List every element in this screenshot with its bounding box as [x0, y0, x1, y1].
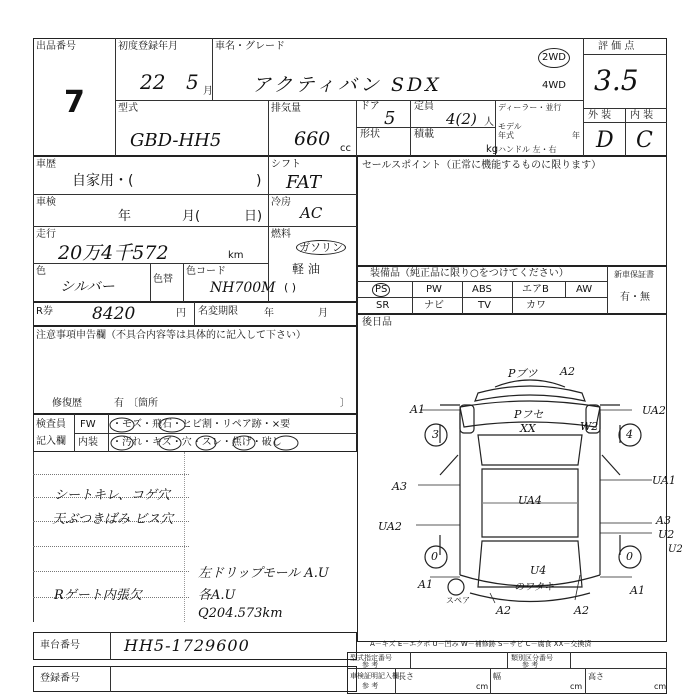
after-sale-label: 後日品 [362, 317, 392, 328]
fuel-paren: ( ) [284, 281, 297, 294]
recycle-row [33, 302, 357, 326]
note-right-3: Q204.573km [198, 606, 283, 621]
ac-label: 冷房 [271, 197, 291, 208]
registration-year: 22 [140, 70, 166, 94]
label-pbutsu: Pブツ [508, 367, 538, 380]
model-year-label: モデル年式 [498, 122, 522, 140]
label-a2-rear-r: A2 [574, 604, 589, 617]
width-unit: cm [570, 682, 583, 691]
fuel-label: 燃料 [271, 229, 291, 240]
shape-label: 形状 [360, 129, 380, 140]
height-unit: cm [654, 682, 667, 691]
label-a1-rr: A1 [630, 584, 645, 597]
wheel-fr: 4 [626, 428, 633, 441]
label-a2-rear-l: A2 [496, 604, 511, 617]
inspection-day: 日) [244, 209, 263, 224]
fuel-gasoline: ガソリン [296, 240, 346, 255]
note-right-2: 各A.U [198, 588, 236, 603]
registration-row [33, 666, 357, 692]
type-spec-ref: 参 考 [362, 661, 379, 669]
new-warranty-label: 新車保証書 [614, 270, 654, 279]
label-u4: U4 [530, 564, 547, 577]
person-unit: 人 [484, 117, 494, 128]
notice-label: 注意事項申告欄（不具合内容等は具体的に記入して下さい） [36, 330, 306, 341]
interior-insp-label: 内装 [78, 437, 98, 448]
label-a1-fl: A1 [410, 403, 425, 416]
fuel-diesel: 軽 油 [292, 262, 320, 276]
inspector-label: 検査員 [36, 419, 66, 430]
color-code-label: 色コード [186, 266, 226, 277]
type-spec-label: 型式指定番号 [350, 654, 392, 662]
width-label: 幅 [493, 672, 501, 681]
equip-ps: PS [372, 283, 390, 297]
label-spare: スペア [446, 596, 470, 605]
color-change-label: 色替 [153, 274, 173, 285]
category-ref: 参 考 [522, 661, 539, 669]
capacity-value: 4(2) [446, 110, 477, 128]
note-1: シートキレ、コゲ穴 [54, 488, 170, 503]
length-label: 長さ [398, 672, 414, 681]
lot-number: 7 [64, 85, 85, 120]
length-unit: cm [476, 682, 489, 691]
history-label: 車歴 [36, 159, 56, 170]
interior-options: ・汚れ・キズ・穴・スレ・焦げ・破し [112, 437, 282, 448]
repair-label: 修復歴 [52, 398, 82, 409]
color-value: シルバー [60, 279, 115, 295]
displacement-value: 660 [294, 128, 331, 150]
repair-place: 〔箇所 [128, 398, 158, 409]
color-label: 色 [36, 266, 46, 277]
capacity-label: 定員 [414, 101, 434, 112]
interior-label: 内 装 [630, 110, 654, 121]
shift-label: シフト [271, 159, 301, 170]
dealer-label: ディーラー・並行 [498, 103, 562, 112]
note-2: 天ぶつきばみ ビス穴 [52, 512, 174, 527]
label-u2-a: U2 [658, 528, 675, 541]
circle-kizu [159, 436, 181, 450]
name-change-label: 名変期限 [198, 306, 238, 317]
chassis-value: HH5-1729600 [124, 636, 250, 655]
kg-unit: kg [486, 144, 499, 155]
mileage-label: 走行 [36, 229, 56, 240]
height-label: 高さ [588, 672, 604, 681]
doors-label: ドア [360, 101, 380, 112]
circle-hiseki [159, 418, 185, 432]
recycle-value: 8420 [92, 304, 136, 324]
note-4: Rゲート内張欠 [54, 588, 142, 603]
chassis-label: 車台番号 [40, 640, 80, 651]
cert-ref: 参 考 [362, 682, 379, 690]
note-right-1: 左ドリップモール A.U [198, 566, 329, 581]
cert-label: 車検証明記入欄 [350, 672, 399, 680]
circle-ana [196, 436, 216, 450]
inspection-label: 車検 [36, 197, 56, 208]
circle-yogore [111, 436, 133, 450]
label-a1-rl: A1 [418, 578, 433, 591]
ac-value: AC [300, 204, 323, 222]
equip-aw: AW [576, 284, 593, 295]
car-name: アクティバン SDX [252, 74, 442, 96]
label-ua4: UA4 [518, 494, 542, 507]
first-registration-label: 初度登録年月 [118, 41, 178, 52]
load-label: 積載 [414, 129, 434, 140]
evaluation-score: 3.5 [594, 64, 639, 97]
repair-close: 〕 [340, 398, 350, 409]
label-pfuse: Pフセ [514, 408, 544, 421]
year-unit: 年 [572, 131, 580, 140]
inspector-entry-label: 記入欄 [36, 436, 66, 447]
car-name-label: 車名・グレード [215, 41, 285, 52]
repair-value: 有 [114, 398, 124, 409]
label-ua1: UA1 [652, 474, 676, 487]
equip-navi: ナビ [424, 300, 444, 311]
km-unit: km [228, 250, 244, 261]
doors-value: 5 [384, 108, 396, 129]
label-a2-roof: A2 [560, 365, 575, 378]
evaluation-label: 評 価 点 [598, 41, 635, 52]
circle-koge [274, 436, 298, 450]
color-code-value: NH700M [210, 280, 276, 296]
warranty-value: 有・無 [620, 292, 650, 303]
inspector-circles [108, 414, 358, 452]
label-a3-right: A3 [656, 514, 671, 527]
exterior-label: 外 装 [588, 110, 612, 121]
equip-leather: カワ [526, 300, 546, 311]
registration-month: 5 [186, 70, 199, 94]
yen-unit: 円 [176, 308, 186, 319]
equipment-label: 装備品（純正品に限り○をつけてください） [370, 268, 569, 279]
label-nowataki: のワタキ [514, 582, 554, 593]
recycle-label: R券 [36, 306, 53, 317]
interior-grade: C [636, 128, 653, 153]
equip-tv: TV [478, 300, 491, 311]
label-xx: XX [520, 422, 536, 435]
mileage-value: 20万4千572 [58, 242, 169, 264]
equip-pw: PW [426, 284, 442, 295]
name-change-month: 月 [318, 308, 328, 319]
label-w2: W2 [580, 420, 599, 433]
drive-2wd: 2WD [538, 48, 570, 68]
label-u2-b: U2 [668, 544, 683, 555]
model-value: GBD-HH5 [130, 130, 222, 151]
exterior-grade: D [596, 128, 614, 153]
equip-sr: SR [376, 300, 390, 311]
history-value: 自家用・( [72, 173, 134, 189]
lot-number-label: 出品番号 [36, 41, 76, 52]
damage-legend: A－キズ E－エクボ U－凹み W－補修跡 S－サビ C－腐食 XX－交換済 [370, 640, 592, 648]
inspection-year: 年 [118, 209, 132, 224]
cc-unit: cc [340, 143, 351, 154]
equip-airbag: エアB [522, 284, 549, 295]
wheel-rr: 0 [626, 550, 633, 563]
equip-abs: ABS [472, 284, 492, 295]
handle-label: ハンドル 左・右 [498, 145, 557, 154]
month-unit: 月 [203, 86, 213, 97]
label-ua2-left: UA2 [378, 520, 402, 533]
fw-label: FW [80, 419, 96, 430]
sales-point-frame [357, 156, 667, 266]
displacement-label: 排気量 [271, 103, 301, 114]
fw-options: ・モズ・飛石・ヒビ割・リペア跡・×要 [112, 419, 291, 430]
label-a3-left: A3 [392, 480, 407, 493]
category-label: 類別区分番号 [511, 654, 553, 662]
label-ua2-fr: UA2 [642, 404, 666, 417]
history-close: ) [256, 173, 262, 189]
circle-sure [233, 436, 255, 450]
drive-4wd: 4WD [542, 80, 566, 91]
inspection-month: 月( [182, 209, 201, 224]
wheel-rl: 0 [431, 550, 438, 563]
shift-value: FAT [286, 172, 321, 193]
sales-point-label: セールスポイント（正常に機能するものに限ります） [362, 160, 602, 171]
model-label: 型式 [118, 103, 138, 114]
registration-label: 登録番号 [40, 673, 80, 684]
circle-mozu [110, 418, 134, 432]
wheel-fl: 3 [432, 428, 439, 441]
name-change-year: 年 [264, 308, 274, 319]
